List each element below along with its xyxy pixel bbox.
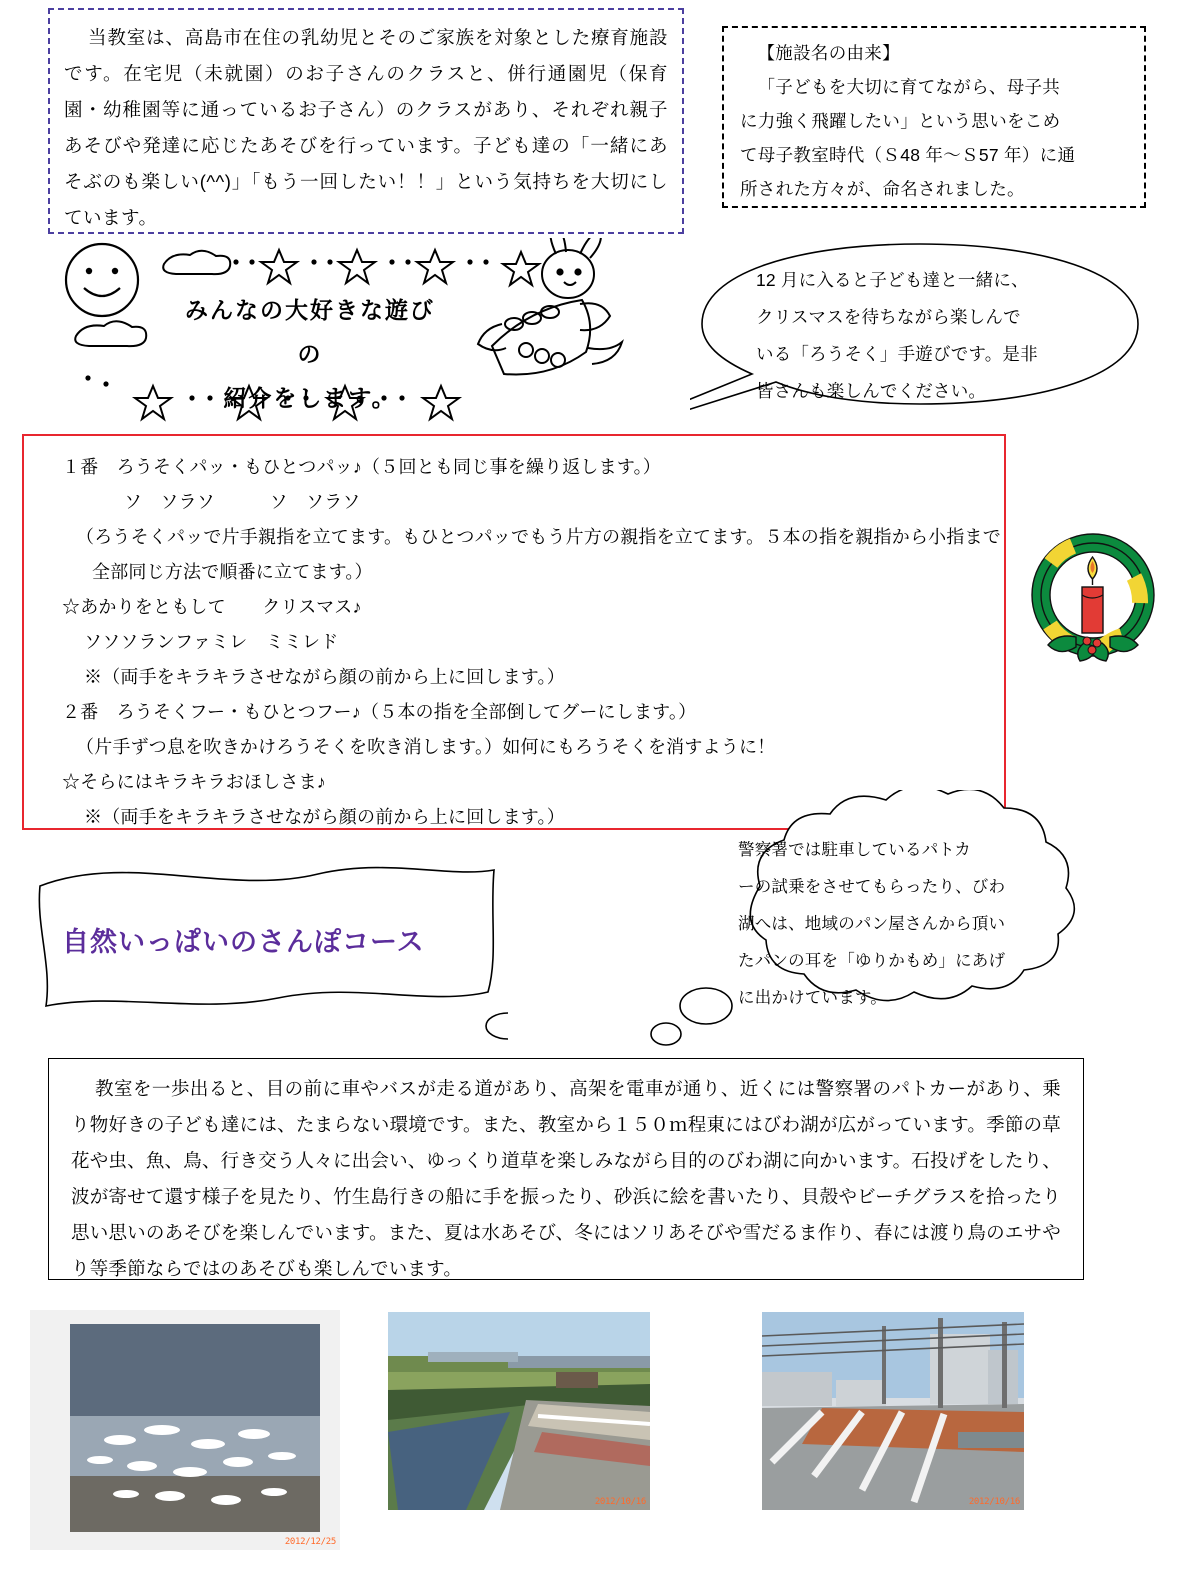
gulls-on-shore-photo [30, 1310, 340, 1550]
deco-title [170, 288, 450, 420]
police-biwako-thought-cloud [640, 790, 1160, 1060]
song-line: 全部同じ方法で順番に立てます。） [92, 562, 373, 582]
bubble-xmas-text [756, 262, 1096, 410]
cloud-line-4: たパンの耳を「ゆりかもめ」にあげ [738, 952, 1006, 970]
intro-text: 当教室は、高島市在住の乳幼児とそのご家族を対象とした療育施設です。在宅児（未就園）のお子さんのクラスと、併行通園児（保育園・幼稚園等に通っているお子さん）のクラスがあり、それぞれ親子あそびや発達に応じたあそびを行っています。子ども達の「一緒にあそぶのも楽しい(^^)」「もう一回したい！！」という気持ちを大切にしています。 [64, 27, 668, 228]
decorative-title-area [40, 238, 680, 428]
song-line: ☆そらにはキラキラおほしさま♪ [62, 772, 326, 792]
cloud-line-3: 湖へは、地域のパン屋さんから頂い [738, 915, 1006, 933]
song-line: １番 ろうそくパッ・もひとつパッ♪（５回とも同じ事を繰り返します。） [62, 457, 661, 477]
song-line: ソ ソラソ ソ ソラソ [124, 492, 361, 512]
origin-line-3: て母子教室時代（Ｓ48 年～Ｓ57 年）に通 [740, 145, 1076, 165]
song-line: ☆あかりをともして クリスマス♪ [62, 597, 362, 617]
bubble-xmas-line-4: 皆さんも楽しんでください。 [756, 381, 987, 401]
song-line: ソソソランファミレ ミミレド [84, 632, 339, 652]
photo-timestamp: 2012/12/25 [284, 1537, 336, 1547]
song-line: ２番 ろうそくフー・もひとつフー♪（５本の指を全部倒してグーにします。） [62, 702, 697, 722]
canal-path-photo [388, 1312, 650, 1510]
bubble-xmas-line-1: 12 月に入ると子ども達と一緒に、 [756, 270, 1029, 290]
deco-title-line-1: みんなの大好きな遊び [185, 297, 435, 323]
song-line: （片手ずつ息を吹きかけろうそくを吹き消します。）如何にもろうそくを消すように！ [76, 737, 776, 757]
christmas-speech-bubble [690, 238, 1150, 428]
origin-line-4: 所された方々が、命名されました。 [740, 179, 1025, 199]
photo-timestamp: 2012/10/16 [594, 1497, 646, 1507]
cloud-line-1: 警察署では駐車しているパトカ [738, 841, 971, 859]
cloud-line-2: ーの試乗をさせてもらったり、びわ [738, 878, 1006, 896]
origin-title: 【施設名の由来】 [757, 43, 900, 63]
description-text: 教室を一歩出ると、目の前に車やバスが走る道があり、高架を電車が通り、近くには警察署のパトカーがあり、乗り物好きの子ども達には、たまらない環境です。また、教室から１５０ｍ程東にはびわ湖が広がっています。季節の草花や虫、魚、鳥、行き交う人々に出会い、ゆっくり道草を楽しみながら目的のびわ湖に向かいます。石投げをしたり、波が寄せて還す様子を見たり、竹生島行きの船に手を振ったり、砂浜に絵を書いたり、貝殻やビーチグラスを拾ったり思い思いのあそびを楽しんでいます。また、夏は水あそび、冬にはソリあそびや雪だるま作り、春には渡り鳥のエサやり等季節ならではのあそびも楽しんでいます。 [71, 1078, 1061, 1279]
street-crosswalk-photo [762, 1312, 1024, 1510]
intro-box [48, 8, 684, 234]
bubble-xmas-line-2: クリスマスを待ちながら楽しんで [756, 307, 1021, 327]
song-line: ※（両手をキラキラさせながら顔の前から上に回します。） [84, 667, 565, 687]
origin-line-2: に力強く飛躍したい」という思いをこめ [740, 111, 1061, 131]
photo-timestamp: 2012/10/16 [968, 1497, 1020, 1507]
bubble-xmas-line-3: いる「ろうそく」手遊びです。是非 [756, 344, 1038, 364]
song-line: （ろうそくパッで片手親指を立てます。もひとつパッでもう片方の親指を立てます。５本の指を親指から小指まで [76, 527, 1001, 547]
banner-title: 自然いっぱいのさんぽコース [62, 927, 425, 957]
deco-title-line-2: の [297, 341, 323, 367]
finger-play-song-box [22, 434, 1006, 830]
walk-course-description-box [48, 1058, 1084, 1280]
origin-line-1: 「子どもを大切に育てながら、母子共 [757, 77, 1061, 97]
song-line: ※（両手をキラキラさせながら顔の前から上に回します。） [84, 807, 565, 827]
cloud-line-5: に出かけています。 [738, 989, 887, 1007]
cloud-text [738, 832, 1068, 1017]
christmas-wreath-candle-icon [1018, 525, 1168, 675]
facility-name-origin-box [722, 26, 1146, 208]
deco-title-line-3: 紹介をします。 [223, 385, 397, 411]
